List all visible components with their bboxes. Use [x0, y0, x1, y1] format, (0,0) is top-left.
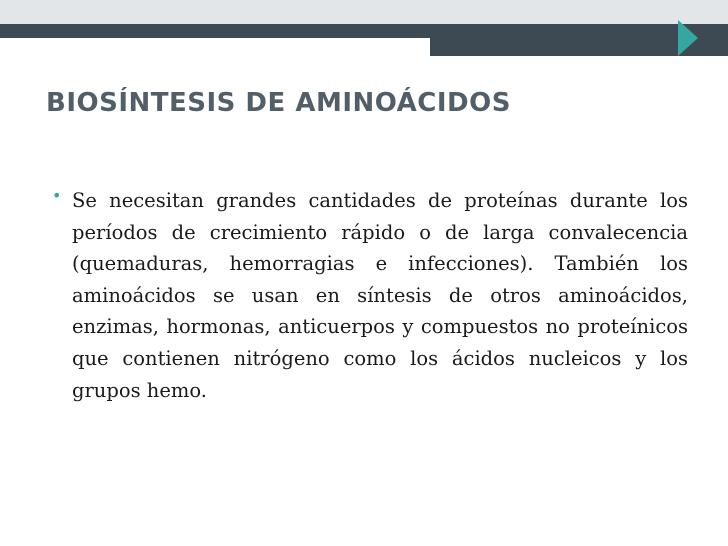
bullet-icon: •	[52, 186, 62, 205]
bullet-list	[52, 185, 688, 406]
slide-title: BIOSÍNTESIS DE AMINOÁCIDOS	[46, 88, 511, 118]
bullet-item: Se necesitan grandes cantidades de proteínas durante los períodos de crecimiento rápido o de larga convalecencia (quemaduras, hemorragias e infecciones). También los aminoácidos se usan en síntesis de otros aminoácidos, enzimas, hormonas, anticuerpos y compuestos no proteínicos que contienen nitrógeno como los ácidos nucleicos y los grupos hemo.	[72, 189, 688, 402]
accent-arrow-icon	[678, 20, 698, 56]
header-band-light	[0, 0, 728, 24]
